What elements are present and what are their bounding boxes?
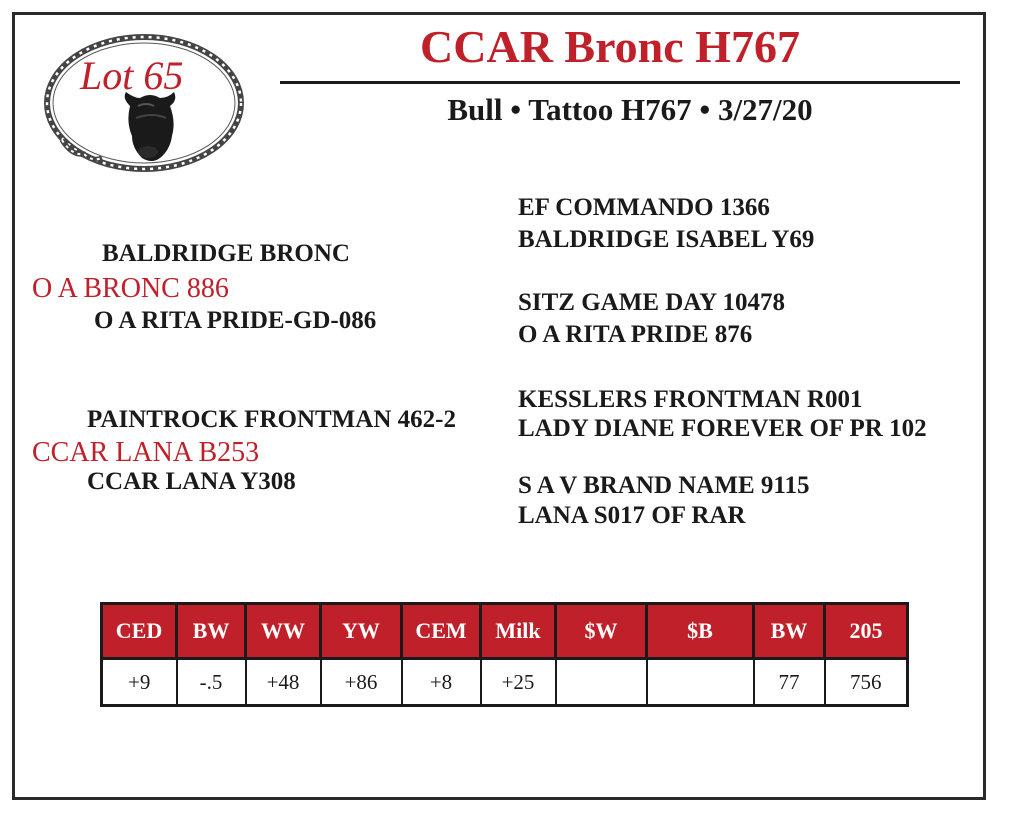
- animal-name-title: CCAR Bronc H767: [420, 21, 800, 72]
- epd-value-dollar-w: [556, 659, 647, 706]
- gen3-ancestor: S A V BRAND NAME 9115: [518, 472, 810, 499]
- sire-sire: BALDRIDGE BRONC: [102, 240, 350, 267]
- gen3-ancestor: LADY DIANE FOREVER OF PR 102: [518, 415, 927, 442]
- epd-value-row: [102, 659, 908, 706]
- dam-dam: CCAR LANA Y308: [87, 468, 296, 495]
- gen3-ancestor: EF COMMANDO 1366: [518, 194, 770, 221]
- epd-header-milk: Milk: [481, 604, 556, 659]
- epd-header-205: 205: [825, 604, 908, 659]
- epd-header-yw: YW: [321, 604, 402, 659]
- epd-value-actual-bw: 77: [754, 659, 825, 706]
- sire: O A BRONC 886: [32, 273, 229, 304]
- gen3-ancestor: KESSLERS FRONTMAN R001: [518, 386, 863, 413]
- gen3-ancestor: O A RITA PRIDE 876: [518, 321, 753, 348]
- epd-header-dollar-b: $B: [647, 604, 754, 659]
- epd-value-yw: +86: [321, 659, 402, 706]
- animal-subtitle: Bull • Tattoo H767 • 3/27/20: [447, 92, 813, 127]
- epd-header-dollar-w: $W: [556, 604, 647, 659]
- gen3-ancestor: LANA S017 OF RAR: [518, 502, 746, 529]
- gen3-ancestor: BALDRIDGE ISABEL Y69: [518, 226, 815, 253]
- epd-value-ww: +48: [246, 659, 321, 706]
- sire-dam: O A RITA PRIDE-GD-086: [94, 307, 377, 334]
- dam-sire: PAINTROCK FRONTMAN 462-2: [87, 406, 456, 433]
- epd-header-cem: CEM: [402, 604, 481, 659]
- dam: CCAR LANA B253: [32, 437, 260, 468]
- epd-header-ww: WW: [246, 604, 321, 659]
- epd-value-ced: +9: [102, 659, 177, 706]
- gen3-ancestor: SITZ GAME DAY 10478: [518, 289, 785, 316]
- epd-header-row: [102, 604, 908, 659]
- epd-header-ced: CED: [102, 604, 177, 659]
- epd-value-cem: +8: [402, 659, 481, 706]
- epd-value-milk: +25: [481, 659, 556, 706]
- epd-value-dollar-b: [647, 659, 754, 706]
- epd-value-bw: -.5: [177, 659, 246, 706]
- epd-header-bw: BW: [177, 604, 246, 659]
- epd-value-205: 756: [825, 659, 908, 706]
- title-divider: [280, 81, 960, 84]
- lot-number: Lot 65: [80, 53, 184, 98]
- epd-table: [100, 602, 909, 707]
- epd-header-actual-bw: BW: [754, 604, 825, 659]
